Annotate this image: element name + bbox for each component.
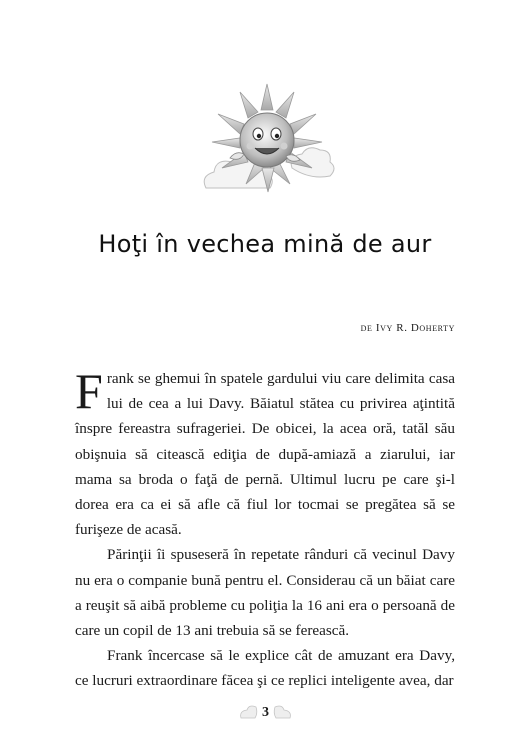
author-byline: de Ivy R. Doherty	[360, 322, 455, 334]
paragraph-1	[75, 363, 455, 542]
smiling-sun-icon	[200, 80, 335, 200]
paragraph-3: Frank încercase să le explice cât de amuzant era Davy, ce lucruri extraordinare făcea şi ce replici inteligente avea, dar	[75, 647, 455, 690]
drop-cap: F	[75, 363, 103, 419]
story-title: Hoţi în vechea mină de aur	[98, 230, 432, 258]
paragraph-2: Părinţii îi spuseseră în repetate rânduri că vecinul Davy nu era o companie bună pentru el. Considerau că un băiat care a reuşit să aibă probleme cu poliţia la 16 ani era o persoană de care un copil de 13 ani trebuia să se ferească.	[75, 546, 455, 640]
page-footer	[238, 700, 293, 724]
paragraph-1-text: rank se ghemui în spatele gardului viu care delimita casa lui de cea a lui Davy. Băiatul stătea cu privirea aţintită înspre fereastra sufrageriei. De obicei, la acea oră, tatăl său obişnuia să citească ediţia de după-amiază a ziarului, iar mama sa broda o faţă de pernă. Ultimul lucru pe care şi-l dorea era ca ei să afle că fiul lor tocmai se pregătea să se furişeze de acasă.	[75, 370, 455, 539]
story-body	[75, 363, 455, 694]
page-number: 3	[262, 705, 269, 720]
